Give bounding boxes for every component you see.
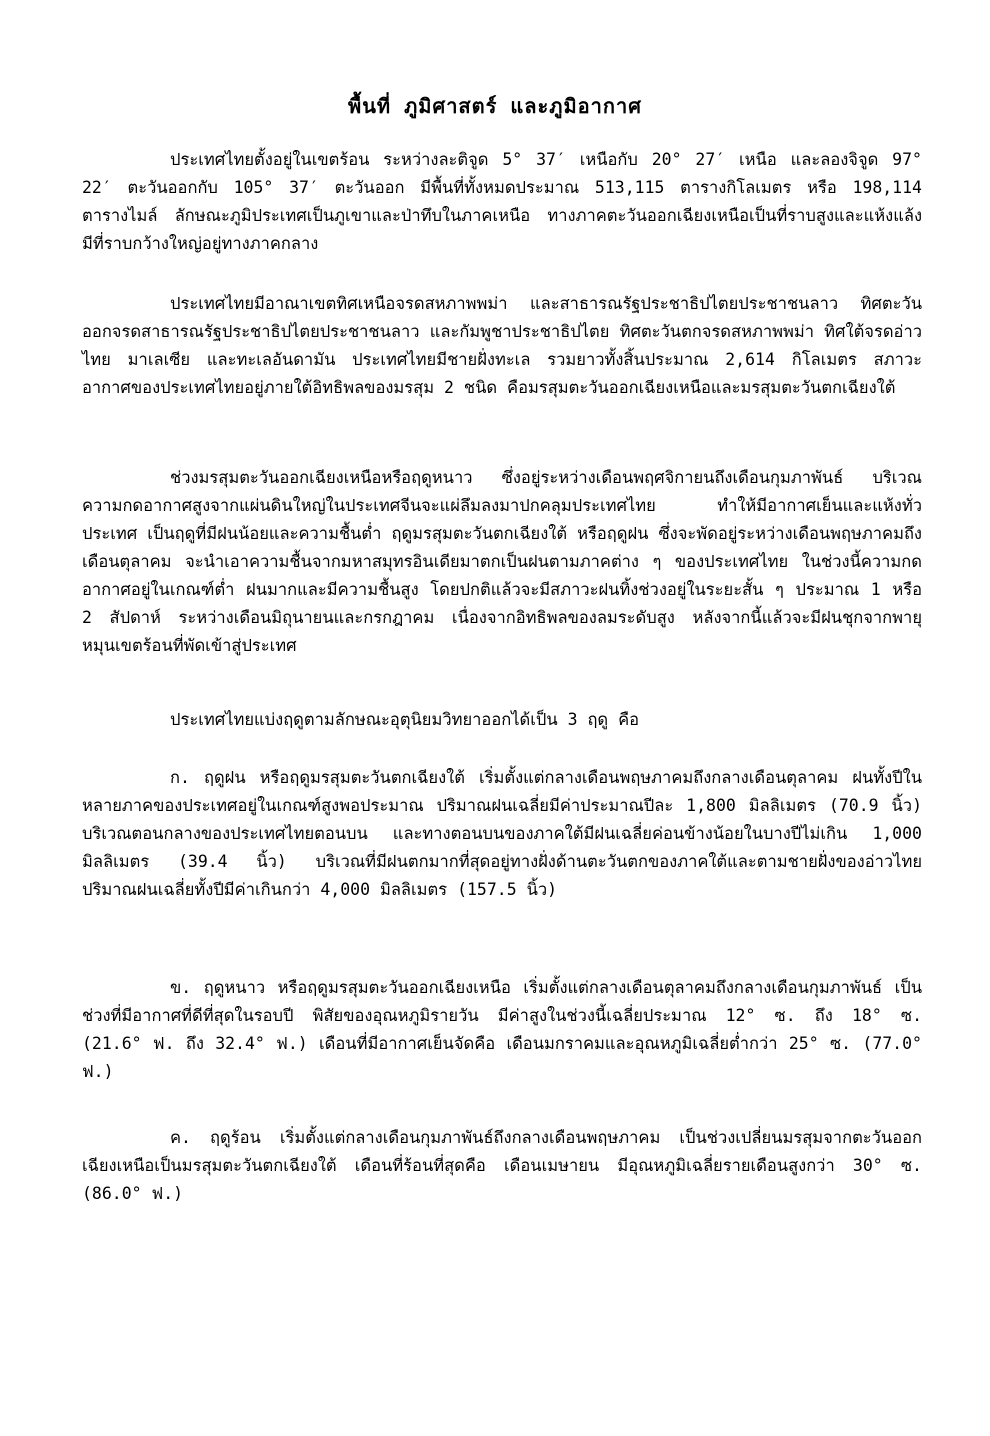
paragraph-monsoons	[82, 464, 922, 660]
paragraph-location	[82, 146, 922, 258]
page-title: พื้นที่ ภูมิศาสตร์ และภูมิอากาศ	[348, 94, 642, 118]
paragraph-text: ข. ฤดูหนาว หรือฤดูมรสุมตะวันออกเฉียงเหนือ เริ่มตั้งแต่กลางเดือนตุลาคมถึงกลางเดือนกุมภาพันธ์ เป็นช่วงที่มีอากาศที่ดีที่สุดในรอบปี พิสัยของอุณหภูมิรายวัน มีค่าสูงในช่วงนี้เฉลี่ยประมาณ 12° ซ. ถึง 18° ซ. (21.6° ฟ. ถึง 32.4° ฟ.) เดือนที่มีอากาศเย็นจัดคือ เดือนมกราคมและอุณหภูมิเฉลี่ยต่ำกว่า 25° ซ. (77.0° ฟ.)	[82, 978, 922, 1081]
paragraph-seasons-intro	[82, 706, 922, 734]
paragraph-text: ประเทศไทยมีอาณาเขตทิศเหนือจรดสหภาพพม่า และสาธารณรัฐประชาธิปไตยประชาชนลาว ทิศตะวันออกจรดสาธารณรัฐประชาธิปไตยประชาชนลาว และกัมพูชาประชาธิปไตย ทิศตะวันตกจรดสหภาพพม่า ทิศใต้จรดอ่าวไทย มาเลเซีย และทะเลอันดามัน ประเทศไทยมีชายฝั่งทะเล รวมยาวทั้งสิ้นประมาณ 2,614 กิโลเมตร สภาวะอากาศของประเทศไทยอยู่ภายใต้อิทธิพลของมรสุม 2 ชนิด คือมรสุมตะวันออกเฉียงเหนือและมรสุมตะวันตกเฉียงใต้	[82, 294, 922, 397]
paragraph-summer-season	[82, 1124, 922, 1208]
paragraph-text: ประเทศไทยแบ่งฤดูตามลักษณะอุตุนิยมวิทยาออกได้เป็น 3 ฤดู คือ	[170, 710, 640, 729]
paragraph-text: ประเทศไทยตั้งอยู่ในเขตร้อน ระหว่างละติจูด 5° 37′ เหนือกับ 20° 27′ เหนือ และลองจิจูด 97° 22′ ตะวันออกกับ 105° 37′ ตะวันออก มีพื้นที่ทั้งหมดประมาณ 513,115 ตารางกิโลเมตร หรือ 198,114 ตารางไมล์ ลักษณะภูมิประเทศเป็นภูเขาและป่าทึบในภาคเหนือ ทางภาคตะวันออกเฉียงเหนือเป็นที่ราบสูงและแห้งแล้ง มีที่ราบกว้างใหญ่อยู่ทางภาคกลาง	[82, 150, 922, 253]
paragraph-text: ก. ฤดูฝน หรือฤดูมรสุมตะวันตกเฉียงใต้ เริ่มตั้งแต่กลางเดือนพฤษภาคมถึงกลางเดือนตุลาคม ฝนทั้งปีในหลายภาคของประเทศอยู่ในเกณฑ์สูงพอประมาณ ปริมาณฝนเฉลี่ยมีค่าประมาณปีละ 1,800 มิลลิเมตร (70.9 นิ้ว) บริเวณตอนกลางของประเทศไทยตอนบน และทางตอนบนของภาคใต้มีฝนเฉลี่ยค่อนข้างน้อยในบางปีไม่เกิน 1,000 มิลลิเมตร (39.4 นิ้ว) บริเวณที่มีฝนตกมากที่สุดอยู่ทางฝั่งด้านตะวันตกของภาคใต้และตามชายฝั่งของอ่าวไทย ปริมาณฝนเฉลี่ยทั้งปีมีค่าเกินกว่า 4,000 มิลลิเมตร (157.5 นิ้ว)	[82, 768, 922, 899]
paragraph-rainy-season	[82, 764, 922, 904]
paragraph-text: ค. ฤดูร้อน เริ่มตั้งแต่กลางเดือนกุมภาพันธ์ถึงกลางเดือนพฤษภาคม เป็นช่วงเปลี่ยนมรสุมจากตะวันออกเฉียงเหนือเป็นมรสุมตะวันตกเฉียงใต้ เดือนที่ร้อนที่สุดคือ เดือนเมษายน มีอุณหภูมิเฉลี่ยรายเดือนสูงกว่า 30° ซ. (86.0° ฟ.)	[82, 1128, 922, 1203]
paragraph-text: ช่วงมรสุมตะวันออกเฉียงเหนือหรือฤดูหนาว ซึ่งอยู่ระหว่างเดือนพฤศจิกายนถึงเดือนกุมภาพันธ์ บริเวณความกดอากาศสูงจากแผ่นดินใหญ่ในประเทศจีนจะแผ่ลึมลงมาปกคลุมประเทศไทย ทำให้มีอากาศเย็นและแห้งทั่วประเทศ เป็นฤดูที่มีฝนน้อยและความชื้นต่ำ ฤดูมรสุมตะวันตกเฉียงใต้ หรือฤดูฝน ซึ่งจะพัดอยู่ระหว่างเดือนพฤษภาคมถึงเดือนตุลาคม จะนำเอาความชื้นจากมหาสมุทรอินเดียมาตกเป็นฝนตามภาคต่าง ๆ ของประเทศไทย ในช่วงนี้ความกดอากาศอยู่ในเกณฑ์ต่ำ ฝนมากและมีความชื้นสูง โดยปกติแล้วจะมีสภาวะฝนทิ้งช่วงอยู่ในระยะสั้น ๆ ประมาณ 1 หรือ 2 สัปดาห์ ระหว่างเดือนมิถุนายนและกรกฎาคม เนื่องจากอิทธิพลของลมระดับสูง หลังจากนี้แล้วจะมีฝนชุกจากพายุหมุนเขตร้อนที่พัดเข้าสู่ประเทศ	[82, 468, 922, 655]
paragraph-winter-season	[82, 974, 922, 1086]
paragraph-borders	[82, 290, 922, 402]
